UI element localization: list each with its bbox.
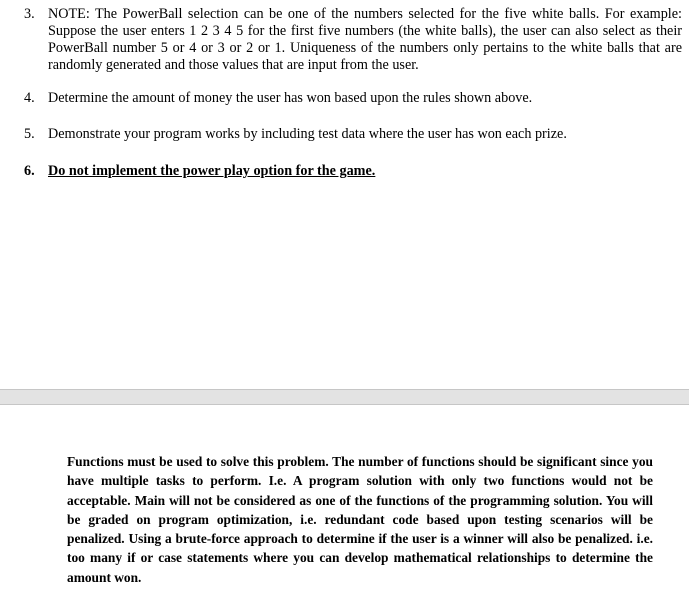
page-break-divider (0, 389, 689, 405)
list-item-number: 5. (24, 126, 35, 142)
list-item-number: 3. (24, 6, 35, 22)
list-item-number: 6. (24, 163, 35, 179)
list-item-text: Determine the amount of money the user has won based upon the rules shown above. (48, 90, 533, 106)
list-item-number: 4. (24, 90, 35, 106)
list-item-text: NOTE: The PowerBall selection can be one of the numbers selected for the five white balls. For example: Suppose the user enters 1 2 3 4 5 for the first five numbers (the white balls), the user can also select as their PowerBall number 5 or 4 or 3 or 2 or 1. Uniqueness of the numbers only pertains to the white balls that are randomly generated and those values that are input from the user. (48, 6, 682, 73)
functions-requirement-notice: Functions must be used to solve this problem. The number of functions should be significant since you have multiple tasks to perform. I.e. A program solution with only two functions would not be acceptable. Main will not be considered as one of the functions of the programming solution. You will be graded on program optimization, i.e. redundant code based upon testing scenarios will be penalized. Using a brute-force approach to determine if the user is a winner will also be penalized. i.e. too many if or case statements where you can develop mathematical relationships to determine the amount won. (67, 454, 653, 585)
list-item-text: Do not implement the power play option for the game. (48, 163, 376, 179)
list-item-text: Demonstrate your program works by including test data where the user has won each prize. (48, 126, 567, 142)
